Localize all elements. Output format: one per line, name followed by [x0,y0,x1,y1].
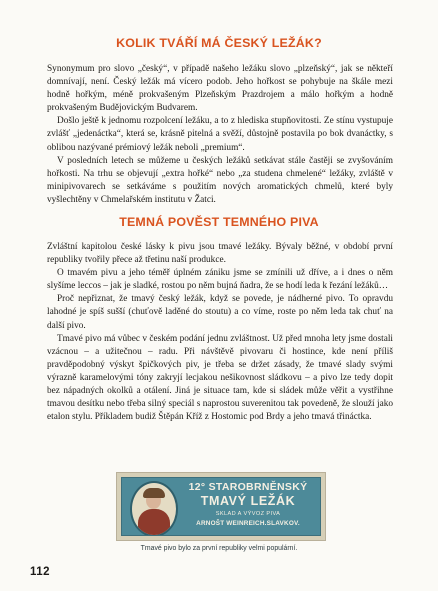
section-heading-dark-beer: TEMNÁ POVĚST TEMNÉHO PIVA [119,215,319,229]
paragraph: Proč nepřiznat, že tmavý český ležák, když se povede, je nádherné pivo. To opravdu lahodné je spíš sušší (chuťově laděné do stoutu) a co víme, roste po něm leda tak chuť na další pivo. [47,294,393,331]
beer-label-image [116,472,326,541]
paragraph: V posledních letech se můžeme u českých ležáků setkávat stále častěji se zvyšováním hořkosti. Na trhu se objevují „extra hořké“ nebo „za studena chmelené“ ležáky, zvláště v minipivovarech se setkáváme s použitím nových aromatických chmelů, které byly vyšlechtěny v Chmelařském institutu v Žatci. [47,155,393,205]
paragraph: Synonymum pro slovo „český“, v případě našeho ležáku slovo „plzeňský“, jak se někteří domnívají, není. Český ležák má vícero podob. Jeho hořkost se pohybuje na škále mezi hodně hořkým, méně prokvašeným Plzeňským Prazdrojem a málo hořkým a hodně prokvašeným Budějovickým Budvarem. [47,64,393,114]
paragraph: Došlo ještě k jednomu rozpolcení ležáku, a to z hlediska stupňovitosti. Ze stínu vystupuje zvlášť „jedenáctka“, která se, krásně pitelná a svěží, důstojně postavila po bok dvanáctky, s oblibou nazývané prémiový ležák neboli „premium“. [47,116,393,153]
section-body-dark-beer [47,241,393,424]
section-body-czech-lager [47,63,393,207]
label-beer-type: TMAVÝ LEŽÁK [200,494,296,508]
label-subtitle: SKLAD A VÝVOZ PIVA [215,511,281,517]
label-owner: ARNOŠT WEINREICH.SLAVKOV. [196,520,300,527]
paragraph: Zvláštní kapitolou české lásky k pivu jsou tmavé ležáky. Bývaly běžné, v období první republiky tvořily přece až třetinu naší produkce. [47,242,393,266]
label-brand: 12° STAROBRNĚNSKÝ [188,481,308,493]
paragraph: Tmavé pivo má vůbec v českém podání jednu zvláštnost. Už před mnoha lety jsme dostali vzácnou – a užitečnou – radu. Při návštěvě pivovaru či hostince, kde není příliš pravděpodobný výskyt špičkových piv, je třeba se držet zásady, že tmavé slady svými výrazně karamelovými tóny zakryjí lecjakou nešikovnost sládkovu – a pivo lze tedy dopit bez nápadných okolků a otálení. Jiná je situace tam, kde si sládek může věřit a vystřihne tmavou desítku nebo třeba silný speciál s naprostou suverenitou tak povedeně, že slouží jako etalon stylu. Příkladem budiž Štěpán Kříž z Hostomic pod Brdy a jeho tmavá třináctka. [47,333,393,423]
portrait-figure [138,509,170,536]
portrait-hair [143,488,165,498]
image-caption: Tmavé pivo bylo za první republiky velmi populární. [140,545,298,552]
section-heading-czech-lager: KOLIK TVÁŘÍ MÁ ČESKÝ LEŽÁK? [116,36,322,50]
beer-label-text [178,478,318,535]
portrait-illustration [130,481,178,536]
page-number: 112 [30,566,51,578]
beer-label-panel [121,477,321,536]
paragraph: O tmavém pivu a jeho téměř úplném zániku jsme se zmínili už dříve, a i dnes o něm slyšíme leccos – jak je sladké, rostou po něm bujná ňadra, že se hodí leda k řezání ležáků… [47,268,393,292]
